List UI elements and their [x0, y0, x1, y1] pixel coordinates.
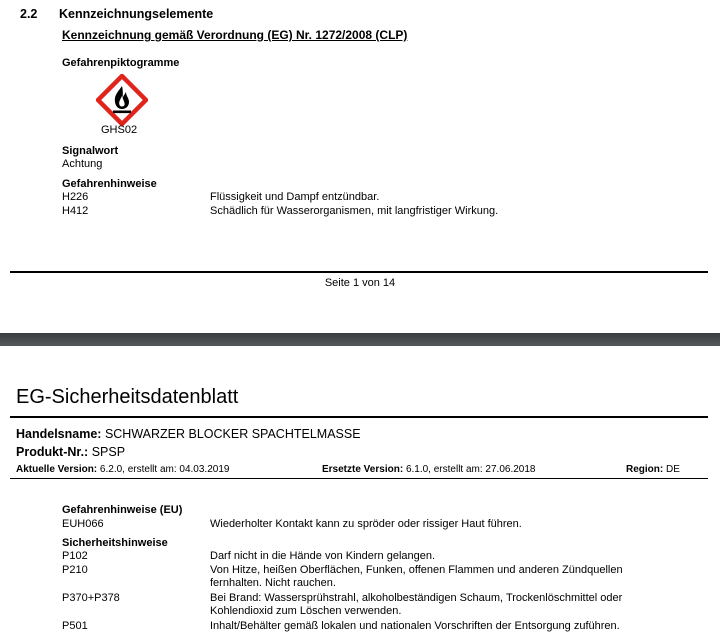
signal-word-label: Signalwort — [62, 145, 119, 157]
flame-icon — [96, 74, 148, 126]
section-number: 2.2 — [20, 7, 38, 21]
precautionary-text: Darf nicht in die Hände von Kindern gelangen. — [210, 550, 436, 562]
precautionary-code: P501 — [62, 620, 88, 632]
document-title: EG-Sicherheitsdatenblatt — [16, 386, 239, 408]
precautionary-code: P370+P378 — [62, 592, 120, 604]
page-separator — [0, 333, 720, 346]
hazard-code: H412 — [62, 205, 89, 217]
precautionary-text: Von Hitze, heißen Oberflächen, Funken, offenen Flammen und anderen Zündquellen fernhalten. Nicht rauchen. — [210, 564, 623, 589]
header-rule — [10, 416, 708, 418]
eu-hazard-text: Wiederholter Kontakt kann zu spröder oder rissiger Haut führen. — [210, 518, 522, 530]
page-number: Seite 1 von 14 — [324, 277, 396, 289]
signal-word-value: Achtung — [62, 158, 103, 170]
trade-name-label: Handelsname: — [16, 427, 102, 441]
precautionary-text: Inhalt/Behälter gemäß lokalen und nationalen Vorschriften der Entsorgung zuführen. — [210, 620, 620, 632]
pictogram-code: GHS02 — [101, 124, 138, 136]
hazard-code: H226 — [62, 191, 89, 203]
trade-name: SCHWARZER BLOCKER SPACHTELMASSE — [104, 427, 361, 441]
precautionary-text: Bei Brand: Wassersprühstrahl, alkoholbeständigen Schaum, Trockenlöschmittel oder Kohlendioxid zum Löschen verwenden. — [210, 592, 623, 617]
eu-hazard-heading: Gefahrenhinweise (EU) — [62, 504, 183, 516]
eu-hazard-code: EUH066 — [62, 518, 104, 530]
hazard-statements-heading: Gefahrenhinweise — [62, 178, 157, 190]
product-number-row — [16, 445, 125, 459]
replaced-version-value: 6.1.0, erstellt am: 27.06.2018 — [405, 464, 536, 475]
replaced-version — [322, 464, 535, 475]
current-version — [16, 464, 229, 475]
region-label: Region: — [626, 464, 664, 475]
replaced-version-label: Ersetzte Version: — [322, 464, 404, 475]
current-version-value: 6.2.0, erstellt am: 04.03.2019 — [99, 464, 230, 475]
precautionary-heading: Sicherheitshinweise — [62, 537, 168, 549]
current-version-label: Aktuelle Version: — [16, 464, 98, 475]
hazard-text: Schädlich für Wasserorganismen, mit langfristiger Wirkung. — [210, 205, 499, 217]
header-bottom-rule — [10, 478, 708, 479]
region — [626, 464, 680, 475]
precautionary-code: P210 — [62, 564, 88, 576]
pictograms-heading: Gefahrenpiktogramme — [62, 57, 180, 69]
product-number: SPSP — [91, 445, 126, 459]
section-title: Kennzeichnungselemente — [59, 7, 214, 21]
product-number-label: Produkt-Nr.: — [16, 445, 89, 459]
region-value: DE — [666, 464, 680, 475]
trade-name-row — [16, 427, 361, 441]
footer-rule — [10, 271, 708, 273]
precautionary-code: P102 — [62, 550, 88, 562]
hazard-text: Flüssigkeit und Dampf entzündbar. — [210, 191, 380, 203]
clp-subtitle: Kennzeichnung gemäß Verordnung (EG) Nr. 1272/2008 (CLP) — [62, 28, 408, 42]
